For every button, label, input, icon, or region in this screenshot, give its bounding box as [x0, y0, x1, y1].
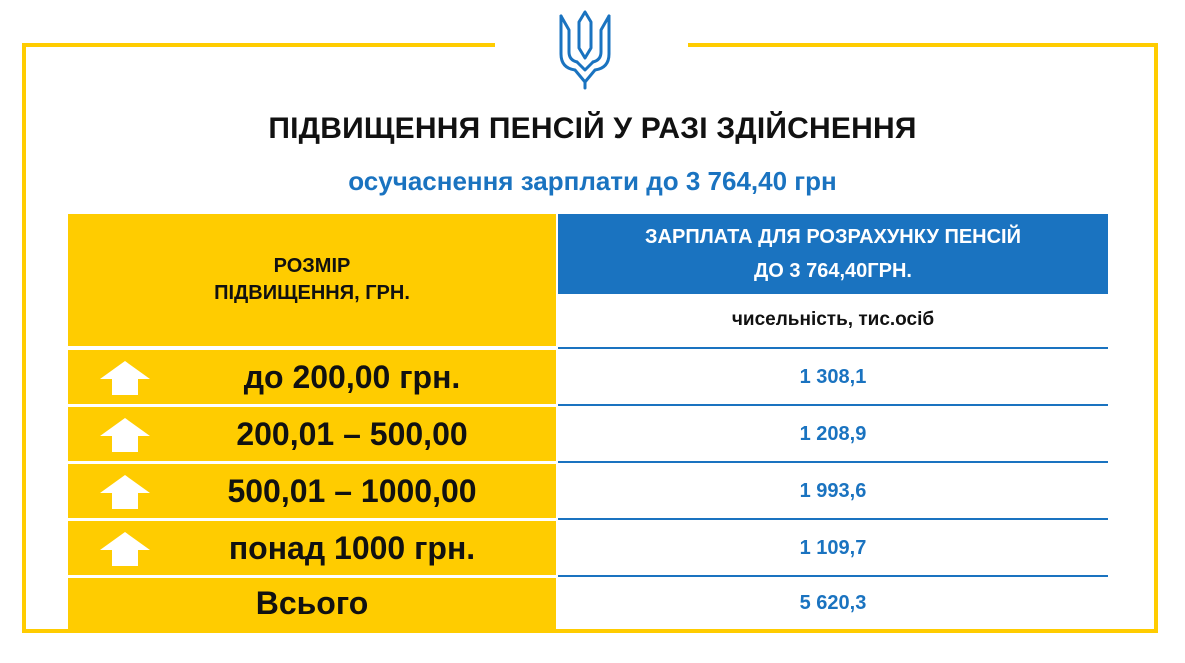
table-row-label-cell	[68, 350, 556, 404]
frame-top-right-line	[688, 43, 1158, 47]
page-title: ПІДВИЩЕННЯ ПЕНСІЙ У РАЗІ ЗДІЙСНЕННЯ	[268, 112, 917, 145]
trident-icon	[553, 8, 617, 90]
frame-top-left-line	[22, 43, 495, 47]
frame-bottom-line	[22, 629, 1158, 633]
left-column-header	[68, 214, 556, 346]
row-label: 500,01 – 1000,00	[227, 472, 477, 509]
row-divider	[558, 404, 1108, 406]
up-arrow-icon	[98, 530, 152, 568]
row-value: 1 993,6	[799, 479, 867, 502]
row-label: 200,01 – 500,00	[236, 415, 468, 452]
row-divider	[558, 518, 1108, 520]
row-value: 1 109,7	[799, 536, 867, 559]
right-header-line-2: ДО 3 764,40ГРН.	[754, 260, 912, 282]
row-divider	[558, 347, 1108, 349]
up-arrow-icon	[98, 359, 152, 397]
table-row-label-cell	[68, 521, 556, 575]
row-value: 1 308,1	[799, 365, 867, 388]
page-subtitle: осучаснення зарплати до 3 764,40 грн	[348, 166, 837, 196]
left-header-line-1: РОЗМІР	[273, 255, 351, 277]
row-divider	[558, 575, 1108, 577]
row-label: до 200,00 грн.	[243, 358, 461, 395]
table-row-label-cell	[68, 464, 556, 518]
right-column-header	[558, 214, 1108, 294]
up-arrow-icon	[98, 473, 152, 511]
right-column-subheader: чисельність, тис.осіб	[731, 309, 935, 330]
left-header-line-2: ПІДВИЩЕННЯ, ГРН.	[214, 282, 410, 304]
total-value: 5 620,3	[799, 592, 867, 614]
total-label: Всього	[255, 585, 369, 621]
right-header-line-1: ЗАРПЛАТА ДЛЯ РОЗРАХУНКУ ПЕНСІЙ	[645, 226, 1021, 248]
row-label: понад 1000 грн.	[228, 529, 476, 566]
row-value: 1 208,9	[799, 422, 867, 445]
up-arrow-icon	[98, 416, 152, 454]
table-total-label-cell	[68, 578, 556, 629]
table-row-label-cell	[68, 407, 556, 461]
row-divider	[558, 461, 1108, 463]
